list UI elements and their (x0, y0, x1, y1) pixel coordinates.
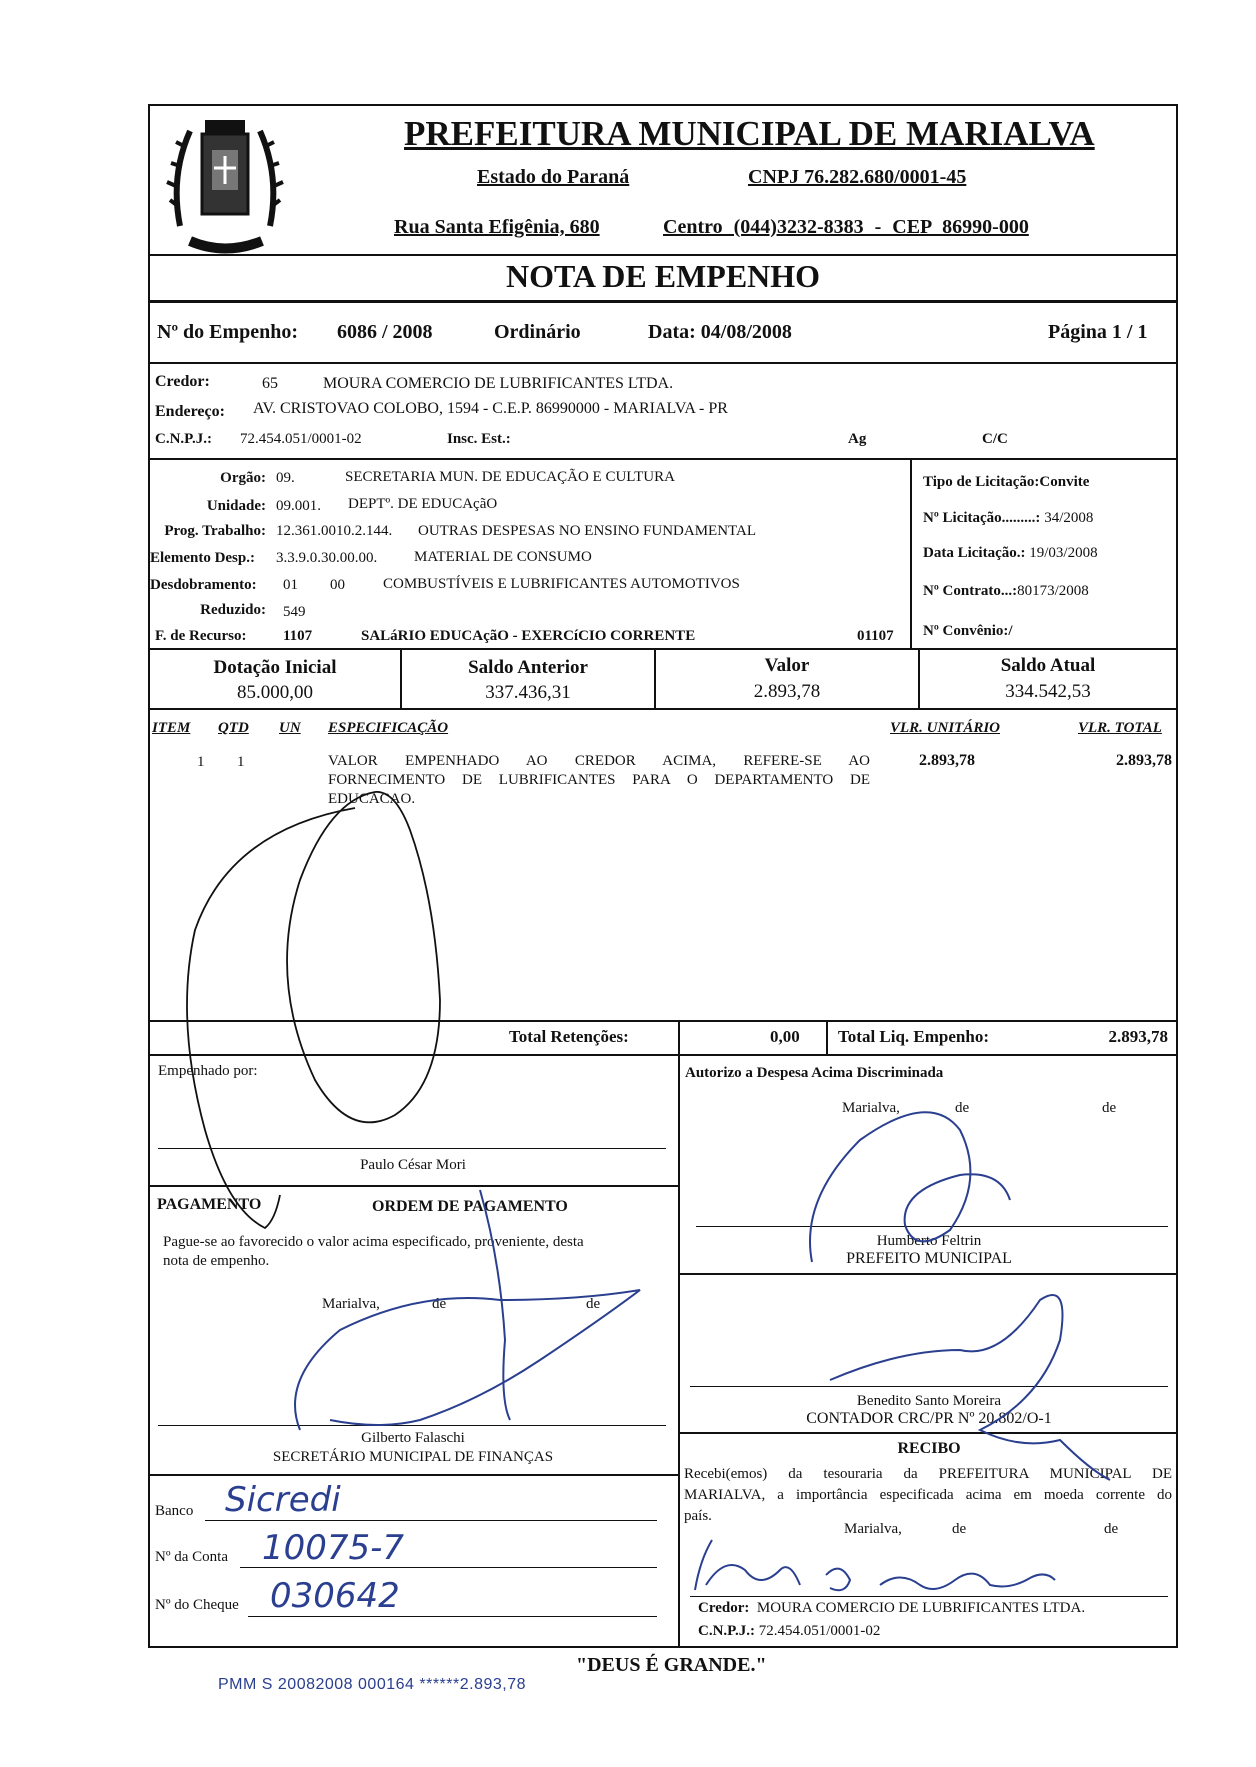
fonte-recurso-desc: SALáRIO EDUCAçãO - EXERCíCIO CORRENTE (361, 628, 696, 644)
tipo-licitacao: Tipo de Licitação:Convite (923, 474, 1090, 490)
pagamento-label: PAGAMENTO (157, 1196, 262, 1213)
item-qtd: 1 (237, 754, 245, 770)
prog-trabalho-desc: OUTRAS DESPESAS NO ENSINO FUNDAMENTAL (418, 523, 756, 539)
item-desc-line3: EDUCACAO. (328, 791, 416, 807)
orgao-code: 09. (276, 470, 295, 486)
fonte-recurso-label: F. de Recurso: (155, 628, 247, 644)
conta-handwritten: 10075-7 (262, 1528, 405, 1568)
col-especificacao: ESPECIFICAÇÃO (328, 720, 449, 736)
fonte-recurso-code: 1107 (283, 628, 313, 644)
secretario-name: Gilberto Falaschi (361, 1430, 465, 1446)
retencoes-value: 0,00 (770, 1027, 800, 1046)
ordem-pagamento-label: ORDEM DE PAGAMENTO (372, 1198, 568, 1215)
item-desc-line1: VALOR EMPENHADO AO CREDOR ACIMA, REFERE-SE AO (328, 753, 870, 769)
credor-address: AV. CRISTOVAO COLOBO, 1594 - C.E.P. 86990000 - MARIALVA - PR (253, 400, 728, 417)
autorizo-de2: de (1102, 1100, 1117, 1116)
item-total-value: 2.893,78 (1116, 752, 1172, 769)
unidade-desc: DEPTº. DE EDUCAçãO (348, 496, 498, 512)
retencoes-label: Total Retenções: (509, 1027, 629, 1046)
credor-name: MOURA COMERCIO DE LUBRIFICANTES LTDA. (323, 375, 674, 392)
col-qtd: QTD (218, 720, 249, 736)
col-vlr-total: VLR. TOTAL (1078, 720, 1162, 736)
authentication-stamp: PMM S 20082008 000164 ******2.893,78 (218, 1676, 526, 1693)
motto: "DEUS É GRANDE." (576, 1654, 767, 1676)
conta-label: Nº da Conta (155, 1549, 228, 1565)
desdobramento-desc: COMBUSTÍVEIS E LUBRIFICANTES AUTOMOTIVOS (383, 576, 740, 592)
credor-cnpj: 72.454.051/0001-02 (240, 431, 362, 447)
recibo-text-line3: país. (684, 1508, 712, 1524)
recibo-cnpj: C.N.P.J.: 72.454.051/0001-02 (698, 1623, 881, 1639)
unidade-label: Unidade: (206, 498, 266, 514)
credor-label: Credor: (155, 373, 210, 390)
recibo-de2: de (1104, 1521, 1119, 1537)
numero-licitacao: Nº Licitação.........: 34/2008 (923, 510, 1094, 526)
banco-label: Banco (155, 1503, 194, 1519)
prefeito-name: Humberto Feltrin (876, 1233, 982, 1249)
credor-cnpj-label: C.N.P.J.: (155, 431, 212, 447)
pagamento-de1: de (432, 1296, 447, 1312)
contador-title: CONTADOR CRC/PR Nº 20.802/O-1 (806, 1410, 1052, 1427)
numero-contrato: Nº Contrato...:80173/2008 (923, 583, 1089, 599)
saldo-anterior-label: Saldo Anterior (468, 657, 588, 678)
dotacao-label: Dotação Inicial (213, 657, 337, 678)
recibo-label: RECIBO (897, 1440, 961, 1457)
prog-trabalho-code: 12.361.0010.2.144. (276, 523, 393, 539)
col-item: ITEM (152, 720, 191, 736)
total-liquido-value: 2.893,78 (1108, 1027, 1168, 1046)
elemento-desc: MATERIAL DE CONSUMO (414, 549, 592, 565)
item-unit-value: 2.893,78 (919, 752, 975, 769)
cc-label: C/C (982, 431, 1008, 447)
numero-convenio: Nº Convênio:/ (923, 623, 1013, 639)
empenhado-por-label: Empenhado por: (158, 1063, 258, 1079)
endereco-label: Endereço: (155, 403, 225, 420)
elemento-label: Elemento Desp.: (150, 550, 255, 566)
state-label: Estado do Paraná (477, 166, 630, 188)
insc-est-label: Insc. Est.: (447, 431, 511, 447)
recibo-text-line1: Recebi(emos) da tesouraria da PREFEITURA MUNICIPAL DE (684, 1466, 1172, 1482)
banco-handwritten: Sicredi (225, 1480, 341, 1520)
prog-trabalho-label: Prog. Trabalho: (164, 523, 266, 539)
pagamento-marialva: Marialva, (322, 1296, 380, 1312)
pague-text-line1: Pague-se ao favorecido o valor acima especificado, proveniente, desta (163, 1234, 584, 1250)
pagamento-de2: de (586, 1296, 601, 1312)
autorizo-label: Autorizo a Despesa Acima Discriminada (685, 1065, 944, 1081)
total-liquido-label: Total Liq. Empenho: (838, 1027, 989, 1046)
cnpj-label: CNPJ 76.282.680/0001-45 (748, 166, 967, 188)
prefeito-title: PREFEITO MUNICIPAL (846, 1250, 1012, 1267)
empenho-number-label: Nº do Empenho: (157, 321, 299, 343)
cheque-handwritten: 030642 (270, 1576, 400, 1616)
col-un: UN (279, 720, 301, 736)
orgao-label: Orgão: (220, 470, 266, 486)
unidade-code: 09.001. (276, 498, 321, 514)
empenho-date: Data: 04/08/2008 (648, 321, 792, 343)
pague-text-line2: nota de empenho. (163, 1253, 270, 1269)
desdobramento-label: Desdobramento: (150, 577, 257, 593)
address-label: Rua Santa Efigênia, 680 (394, 216, 600, 238)
valor-label: Valor (764, 655, 810, 676)
autorizo-marialva: Marialva, (842, 1100, 900, 1116)
reduzido-value: 549 (283, 604, 306, 620)
col-vlr-unitario: VLR. UNITÁRIO (890, 720, 1001, 736)
item-desc-line2: FORNECIMENTO DE LUBRIFICANTES PARA O DEPARTAMENTO DE (328, 772, 870, 788)
district-phone-label: Centro (044)3232-8383 - CEP 86990-000 (663, 216, 1029, 238)
desdobramento-a: 01 (283, 577, 298, 593)
saldo-atual-value: 334.542,53 (1005, 681, 1091, 702)
data-licitacao: Data Licitação.: 19/03/2008 (923, 545, 1098, 561)
autorizo-de1: de (955, 1100, 970, 1116)
recibo-credor: Credor: MOURA COMERCIO DE LUBRIFICANTES LTDA. (698, 1600, 1086, 1616)
ag-label: Ag (848, 431, 867, 447)
empenhador-name: Paulo César Mori (360, 1157, 466, 1173)
valor-value: 2.893,78 (753, 681, 821, 702)
fonte-recurso-code2: 01107 (857, 628, 894, 644)
dotacao-value: 85.000,00 (237, 682, 313, 703)
empenho-type: Ordinário (494, 321, 581, 343)
secretario-title: SECRETÁRIO MUNICIPAL DE FINANÇAS (272, 1449, 554, 1465)
elemento-code: 3.3.9.0.30.00.00. (276, 550, 378, 566)
saldo-atual-label: Saldo Atual (1000, 655, 1096, 676)
recibo-marialva: Marialva, (844, 1521, 902, 1537)
cheque-label: Nº do Cheque (155, 1597, 239, 1613)
orgao-desc: SECRETARIA MUN. DE EDUCAÇÃO E CULTURA (345, 469, 675, 485)
contador-name: Benedito Santo Moreira (856, 1393, 1002, 1409)
desdobramento-b: 00 (330, 577, 345, 593)
item-number: 1 (197, 754, 205, 770)
saldo-anterior-value: 337.436,31 (485, 682, 571, 703)
credor-code: 65 (262, 375, 278, 392)
reduzido-label: Reduzido: (200, 602, 266, 618)
empenho-number: 6086 / 2008 (337, 321, 433, 343)
recibo-de1: de (952, 1521, 967, 1537)
document-title: NOTA DE EMPENHO (505, 258, 821, 294)
recibo-text-line2: MARIALVA, a importância especificada acima em moeda corrente do (684, 1487, 1172, 1503)
prefeitura-title: PREFEITURA MUNICIPAL DE MARIALVA (404, 114, 1095, 153)
page-number: Página 1 / 1 (1048, 321, 1148, 343)
